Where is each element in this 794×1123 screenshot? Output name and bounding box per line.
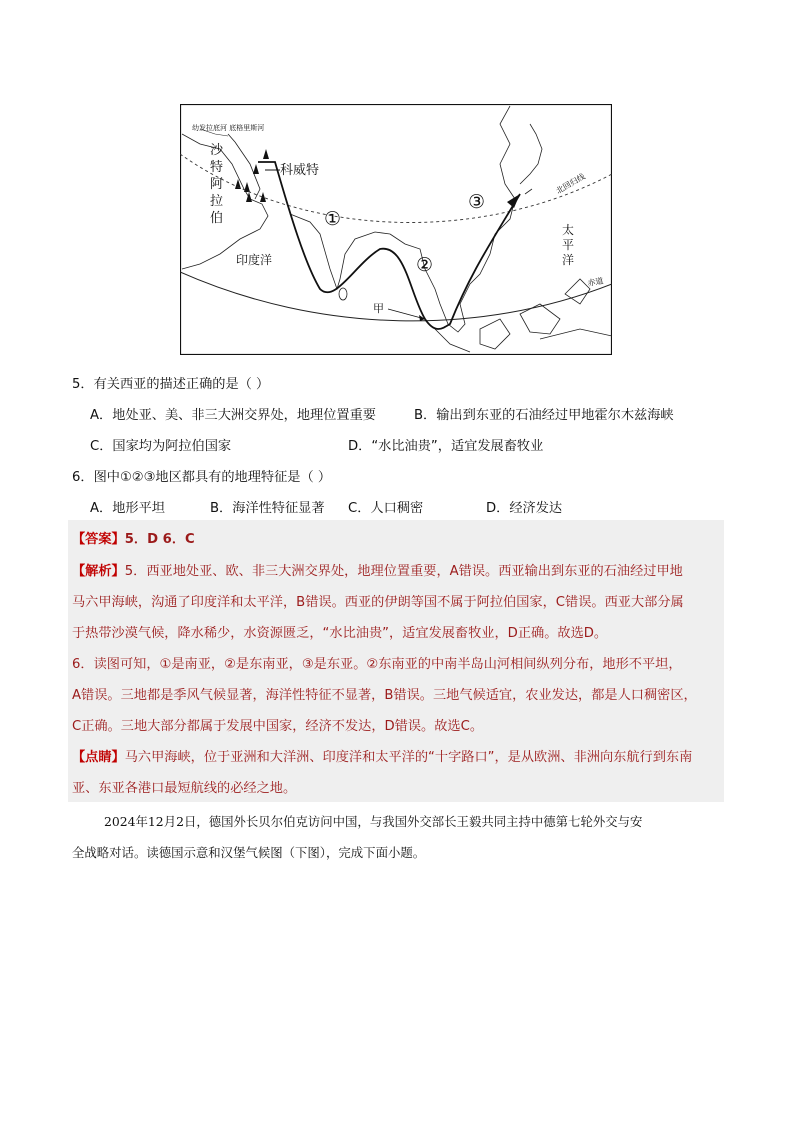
region-3-label: ③ [468,191,486,213]
pacific-label-1: 太 [562,223,575,237]
passage-line-1: 2024年12月2日，德国外长贝尔伯克访问中国，与我国外交部长王毅共同主持中德第七轮外交与安 [104,814,643,829]
analysis-text-1: 5．西亚地处亚、欧、非三大洲交界处，地理位置重要，A错误。西亚输出到东亚的石油经过甲地 [124,564,683,579]
jia-label: 甲 [373,302,384,315]
analysis-line-6: C正确。三地大部分都属于发展中国家，经济不发达，D错误。故选C。 [72,719,484,734]
analysis-line-4: 6．读图可知，①是南亚，②是东南亚，③是东亚。②东南亚的中南半岛山河相间纵列分布，地形不平坦， [72,657,682,672]
answer-line [72,528,195,547]
question-5-stem: 5．有关西亚的描述正确的是（ ） [72,377,270,392]
q5-option-d: D．“水比油贵”，适宜发展畜牧业 [348,439,544,454]
passage-line-2: 全战略对话。读德国示意和汉堡气候图（下图），完成下面小题。 [72,845,426,860]
region-1-label: ① [324,208,342,230]
indian-ocean-label: 印度洋 [236,253,273,267]
question-6-stem: 6．图中①②③地区都具有的地理特征是（ ） [72,470,332,485]
map-frame [181,105,612,355]
comment-tag: 【点睛】 [72,750,125,765]
rivers-label: 幼发拉底河 底格里斯河 [192,124,265,132]
comment-line-2: 亚、东亚各港口最短航线的必经之地。 [72,781,297,796]
q6-option-c: C．人口稠密 [348,501,424,516]
pacific-label-2: 平 [562,238,575,252]
saudi-label-3: 阿 [210,177,224,192]
q5-option-b: B．输出到东亚的石油经过甲地霍尔木兹海峡 [414,408,674,423]
analysis-tag: 【解析】 [72,564,125,579]
q6-option-a: A．地形平坦 [90,501,165,516]
region-2-label: ② [416,254,434,276]
saudi-label-1: 沙 [210,143,224,158]
kuwait-label: 科威特 [280,163,320,178]
answer-tag: 【答案】 [72,532,125,547]
pacific-label-3: 洋 [562,253,575,267]
saudi-label-4: 拉 [210,194,224,209]
tropic-label: 北回归线 [554,171,587,196]
analysis-line-2: 马六甲海峡，沟通了印度洋和太平洋，B错误。西亚的伊朗等国不属于阿拉伯国家，C错误。西亚大部分属 [72,595,684,610]
q6-option-b: B．海洋性特征显著 [210,501,325,516]
q5-option-c: C．国家均为阿拉伯国家 [90,439,232,454]
q5-option-a: A．地处亚、美、非三大洲交界处，地理位置重要 [90,408,376,423]
comment-line-1 [72,746,692,765]
equator-label: 赤道 [586,276,605,288]
answer-text: 5．D 6．C [124,532,195,547]
analysis-line-1 [72,560,683,579]
comment-text-1: 马六甲海峡，位于亚洲和大洋洲、印度洋和太平洋的“十字路口”，是从欧洲、非洲向东航行到东南 [124,750,693,765]
analysis-line-3: 于热带沙漠气候，降水稀少，水资源匮乏，“水比油贵”，适宜发展畜牧业，D正确。故选D。 [72,626,608,641]
q6-option-d: D．经济发达 [486,501,563,516]
analysis-line-5: A错误。三地都是季风气候显著，海洋性特征不显著，B错误。三地气候适宜，农业发达，都是人口稠密区， [72,688,697,703]
asia-map-figure [180,104,612,355]
saudi-label-5: 伯 [210,211,224,226]
saudi-label-2: 特 [210,160,224,175]
